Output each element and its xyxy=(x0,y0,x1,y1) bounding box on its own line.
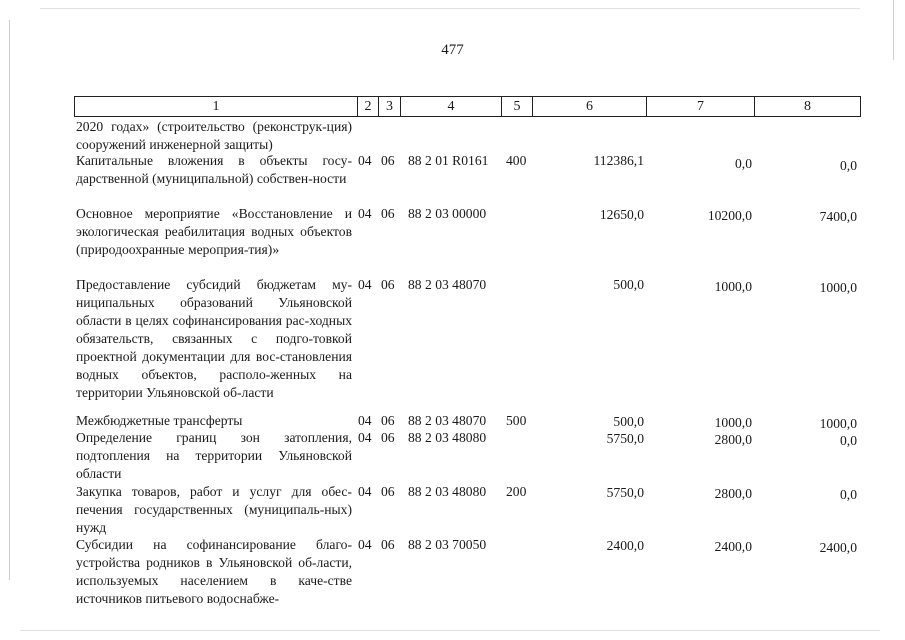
header-col-1: 1 xyxy=(212,99,220,114)
row-value-col6: 500,0 xyxy=(613,277,644,292)
row-value-col8: 0,0 xyxy=(840,433,857,448)
scan-edge-left xyxy=(9,20,10,580)
row-target-code: 88 2 03 70050 xyxy=(408,537,487,552)
header-col-2: 2 xyxy=(364,99,372,114)
row-description: Капитальные вложения в объекты госу-дарственной (муниципальной) собствен-ности xyxy=(76,153,352,186)
row-expense-type: 200 xyxy=(506,484,527,499)
row-subsection-code: 06 xyxy=(381,537,395,552)
row-value-col6: 5750,0 xyxy=(606,431,644,446)
row-target-code: 88 2 01 R0161 xyxy=(408,153,489,168)
row-value-col6: 112386,1 xyxy=(593,153,644,168)
row-subsection-code: 06 xyxy=(381,413,395,428)
header-col-5: 5 xyxy=(513,99,521,114)
row-value-col8: 1000,0 xyxy=(819,280,857,295)
row-section-code: 04 xyxy=(358,413,372,428)
row-description: 2020 годах» (строительство (реконструк-ция) сооружений инженерной защиты) xyxy=(76,119,352,152)
row-subsection-code: 06 xyxy=(381,206,395,221)
row-description: Основное мероприятие «Восстановление и экологическая реабилитация водных объектов (природоохранные мероприя-тия)» xyxy=(76,206,352,257)
row-target-code: 88 2 03 48080 xyxy=(408,430,487,445)
row-value-col6: 500,0 xyxy=(613,414,644,429)
row-section-code: 04 xyxy=(358,484,372,499)
row-section-code: 04 xyxy=(358,277,372,292)
row-expense-type: 400 xyxy=(506,153,527,168)
scan-edge-bottom xyxy=(20,630,880,631)
row-subsection-code: 06 xyxy=(381,484,395,499)
row-subsection-code: 06 xyxy=(381,153,395,168)
row-value-col8: 2400,0 xyxy=(819,540,857,555)
page-number: 477 xyxy=(441,42,464,58)
row-subsection-code: 06 xyxy=(381,430,395,445)
row-value-col7: 2800,0 xyxy=(714,432,752,447)
row-value-col7: 1000,0 xyxy=(714,415,752,430)
row-target-code: 88 2 03 48070 xyxy=(408,277,487,292)
row-description: Определение границ зон затопления, подтопления на территории Ульяновской области xyxy=(76,430,352,481)
header-col-4: 4 xyxy=(447,99,455,114)
row-target-code: 88 2 03 00000 xyxy=(408,206,487,221)
row-value-col8: 0,0 xyxy=(840,487,857,502)
scan-edge-top xyxy=(40,8,860,9)
row-expense-type: 500 xyxy=(506,413,527,428)
row-target-code: 88 2 03 48070 xyxy=(408,413,487,428)
row-description: Межбюджетные трансферты xyxy=(76,413,243,428)
row-section-code: 04 xyxy=(358,153,372,168)
row-value-col8: 1000,0 xyxy=(819,416,857,431)
row-value-col7: 0,0 xyxy=(735,156,752,171)
row-value-col7: 2400,0 xyxy=(714,539,752,554)
row-subsection-code: 06 xyxy=(381,277,395,292)
header-col-3: 3 xyxy=(386,99,393,114)
row-value-col8: 7400,0 xyxy=(819,209,857,224)
row-section-code: 04 xyxy=(358,537,372,552)
row-value-col6: 12650,0 xyxy=(599,207,644,222)
row-description: Закупка товаров, работ и услуг для обес-печения государственных (муниципаль-ных) нужд xyxy=(76,484,352,535)
row-value-col8: 0,0 xyxy=(840,158,857,173)
header-col-6: 6 xyxy=(586,99,593,114)
row-value-col6: 5750,0 xyxy=(606,485,644,500)
row-value-col7: 1000,0 xyxy=(714,279,752,294)
header-col-8: 8 xyxy=(804,99,811,114)
row-section-code: 04 xyxy=(358,430,372,445)
row-description: Предоставление субсидий бюджетам му-ниципальных образований Ульяновской области в целях софинансирования рас-ходных обязательств, связанных с подго-товкой проектной документации для вос-становления водных объектов, располо-женных на территории Ульяновской об-ласти xyxy=(76,277,352,400)
row-section-code: 04 xyxy=(358,206,372,221)
header-divider xyxy=(860,96,861,117)
header-col-7: 7 xyxy=(697,99,704,114)
row-value-col7: 10200,0 xyxy=(707,208,752,223)
row-description: Субсидии на софинансирование благо-устройства родников в Ульяновской об-ласти, используемых населением в каче-стве источников питьевого водоснабже- xyxy=(76,537,352,606)
row-value-col7: 2800,0 xyxy=(714,486,752,501)
row-target-code: 88 2 03 48080 xyxy=(408,484,487,499)
header-bottom-border xyxy=(74,116,860,117)
row-value-col6: 2400,0 xyxy=(606,538,644,553)
